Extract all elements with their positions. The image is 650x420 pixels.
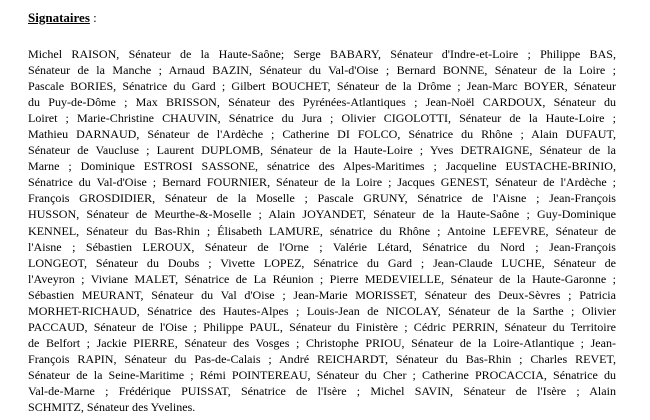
signatories-line: HUSSON, Sénateur de Meurthe-&-Moselle ; Alain JOYANDET, Sénateur de la Haute-Saône ; Guy-Dominique xyxy=(28,207,616,222)
signatories-section xyxy=(28,9,616,415)
signatories-line: Marne ; Dominique ESTROSI SASSONE, sénatrice des Alpes-Maritimes ; Jacqueline EUSTACHE-BRINIO, xyxy=(28,159,616,174)
signatories-line: François RAPIN, Sénateur du Pas-de-Calais ; André REICHARDT, Sénateur du Bas-Rhin ; Charles REVET, xyxy=(28,351,616,366)
signatories-line: du Puy-de-Dôme ; Max BRISSON, Sénateur des Pyrénées-Atlantiques ; Jean-Noël CARDOUX, Sénateur du xyxy=(28,95,616,110)
signatories-line: LONGEOT, Sénateur du Doubs ; Vivette LOPEZ, Sénatrice du Gard ; Jean-Claude LUCHE, Sénateur de xyxy=(28,255,616,270)
signatories-list xyxy=(28,46,616,415)
signatories-line: Mathieu DARNAUD, Sénateur de l'Ardèche ; Catherine DI FOLCO, Sénatrice du Rhône ; Alain DUFAUT, xyxy=(28,127,616,142)
signatories-line: Val-de-Marne ; Frédérique PUISSAT, Sénatrice de l'Isère ; Michel SAVIN, Sénateur de l'Isère ; Alain xyxy=(28,383,616,398)
signatories-line: l'Aisne ; Sébastien LEROUX, Sénateur de l'Orne ; Valérie Létard, Sénatrice du Nord ; Jean-François xyxy=(28,239,616,254)
signatories-heading-suffix: : xyxy=(89,10,97,25)
signatories-line: Sénateur de la Manche ; Arnaud BAZIN, Sénateur du Val-d'Oise ; Bernard BONNE, Sénateur de la Loire ; xyxy=(28,63,616,78)
signatories-line: Sénatrice du Val-d'Oise ; Bernard FOURNIER, Sénateur de la Loire ; Jacques GENEST, Sénateur de l'Ardèche ; xyxy=(28,175,616,190)
signatories-heading-label: Signataires xyxy=(28,10,90,25)
signatories-line: de Belfort ; Jackie PIERRE, Sénateur des Vosges ; Christophe PRIOU, Sénateur de la Loire-Atlantique ; Jean- xyxy=(28,335,616,350)
signatories-line: SCHMITZ, Sénateur des Yvelines. xyxy=(28,400,196,415)
signatories-line: Sénateur de Vaucluse ; Laurent DUPLOMB, Sénateur de la Haute-Loire ; Yves DETRAIGNE, Sénateur de la xyxy=(28,143,616,158)
signatories-heading xyxy=(28,9,616,27)
signatories-line: Sébastien MEURANT, Sénateur du Val d'Oise ; Jean-Marie MORISSET, Sénateur des Deux-Sèvres ; Patricia xyxy=(28,287,616,302)
signatories-line: Sénateur de la Seine-Maritime ; Rémi POINTEREAU, Sénateur du Cher ; Catherine PROCACCIA, Sénatrice du xyxy=(28,367,616,382)
signatories-line: Loiret ; Marie-Christine CHAUVIN, Sénatrice du Jura ; Olivier CIGOLOTTI, Sénateur de la Haute-Loire ; xyxy=(28,111,616,126)
signatories-line: François GROSDIDIER, Sénateur de la Moselle ; Pascale GRUNY, Sénatrice de l'Aisne ; Jean-François xyxy=(28,191,616,206)
signatories-line: Pascale BORIES, Sénatrice du Gard ; Gilbert BOUCHET, Sénateur de la Drôme ; Jean-Marc BOYER, Sénateur xyxy=(28,79,616,94)
signatories-line: Michel RAISON, Sénateur de la Haute-Saône; Serge BABARY, Sénateur d'Indre-et-Loire ; Philippe BAS, xyxy=(28,47,616,61)
signatories-line: PACCAUD, Sénateur de l'Oise ; Philippe PAUL, Sénateur du Finistère ; Cédric PERRIN, Sénateur du Territoire xyxy=(28,319,616,334)
signatories-line: MORHET-RICHAUD, Sénatrice des Hautes-Alpes ; Louis-Jean de NICOLAY, Sénateur de la Sarthe ; Olivier xyxy=(28,303,616,318)
signatories-line: l'Aveyron ; Viviane MALET, Sénatrice de La Réunion ; Pierre MEDEVIELLE, Sénateur de la Haute-Garonne ; xyxy=(28,271,616,286)
signatories-line: KENNEL, Sénateur du Bas-Rhin ; Élisabeth LAMURE, sénatrice du Rhône ; Antoine LEFEVRE, Sénateur de xyxy=(28,223,616,238)
